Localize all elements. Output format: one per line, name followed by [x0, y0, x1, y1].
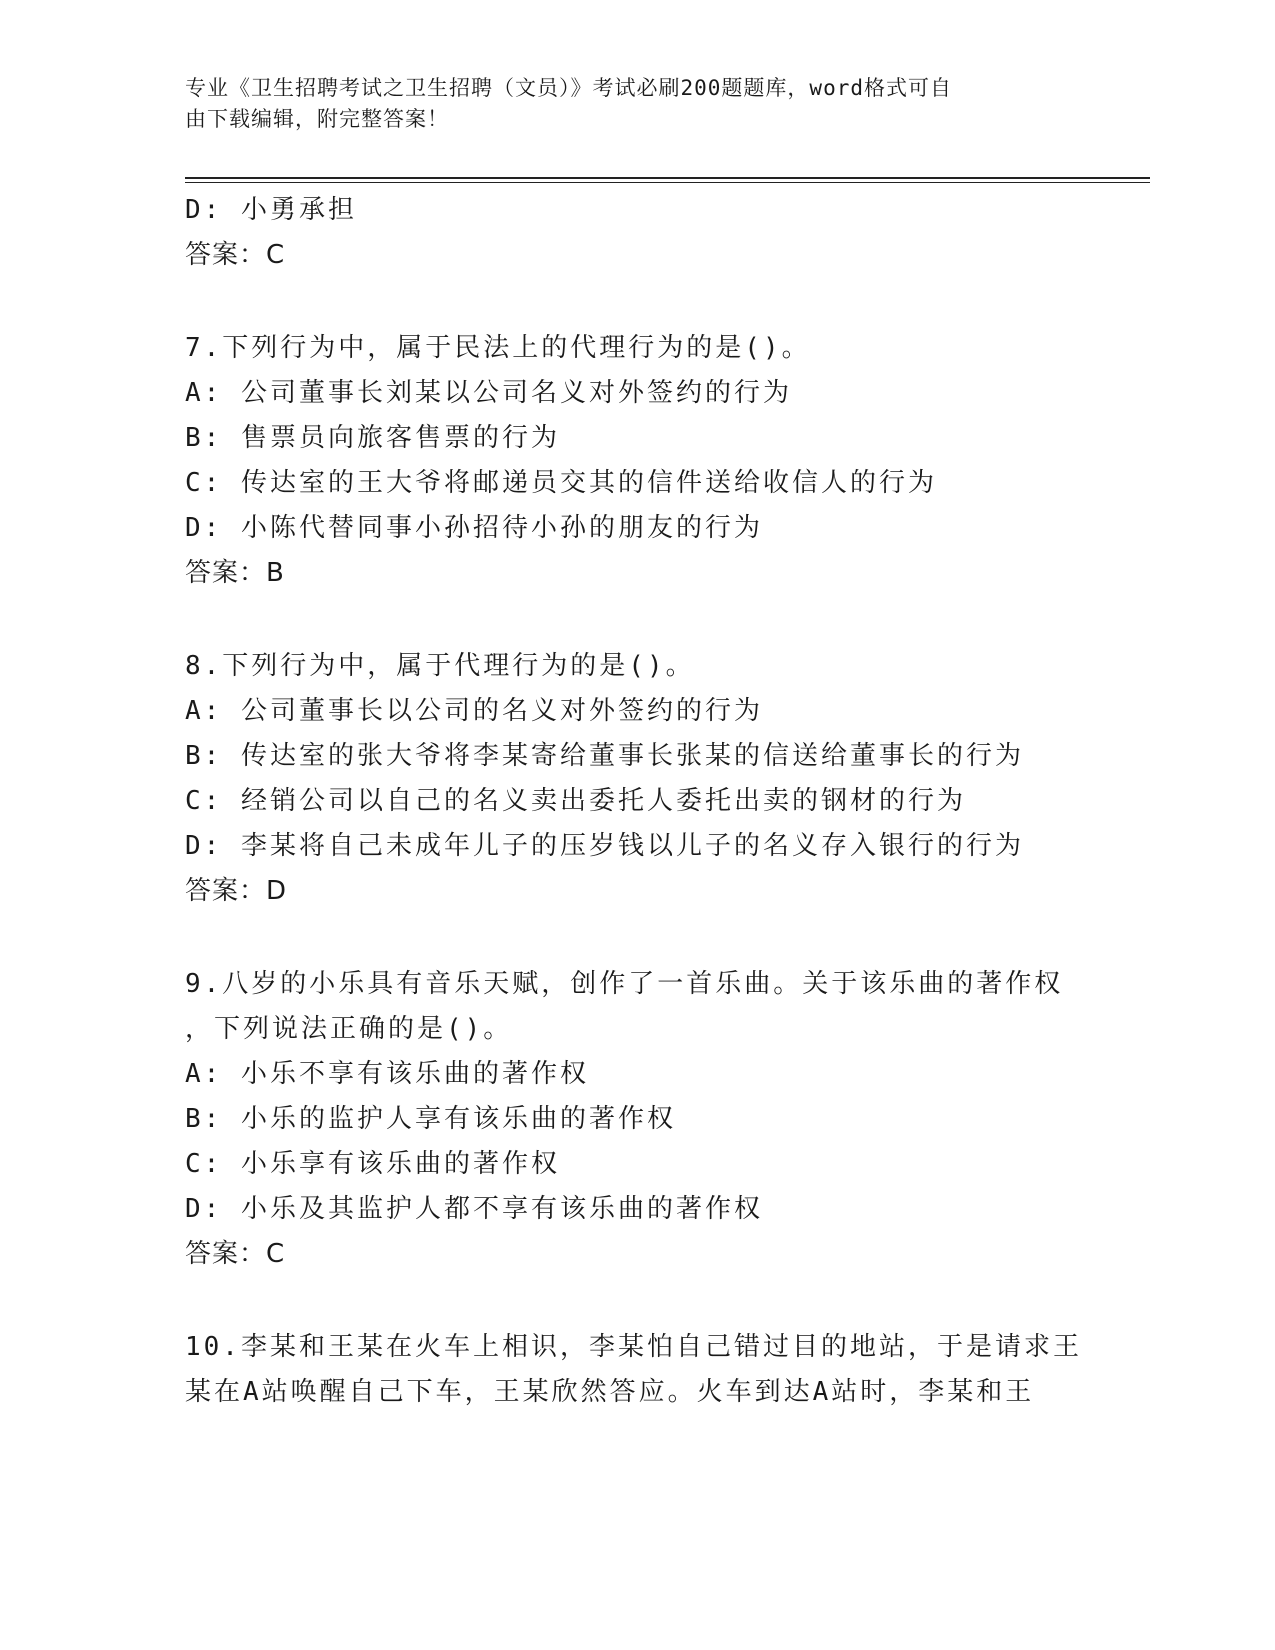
question-9 [185, 962, 1085, 1277]
option-c: C: 经销公司以自己的名义卖出委托人委托出卖的钢材的行为 [185, 786, 966, 816]
document-header [185, 73, 1065, 135]
question-10 [185, 1325, 1085, 1415]
option-d: D: 小陈代替同事小孙招待小孙的朋友的行为 [185, 513, 763, 543]
question-stem-line-2: ，下列说法正确的是()。 [185, 1014, 513, 1044]
option-c: C: 传达室的王大爷将邮递员交其的信件送给收信人的行为 [185, 468, 937, 498]
question-stem-line-2: 某在A站唤醒自己下车，王某欣然答应。火车到达A站时，李某和王 [185, 1377, 1035, 1407]
option-c: C: 小乐享有该乐曲的著作权 [185, 1149, 560, 1179]
question-7 [185, 326, 1085, 596]
question-stem [185, 962, 1085, 1052]
option-d: D: 李某将自己未成年儿子的压岁钱以儿子的名义存入银行的行为 [185, 831, 1024, 861]
answer: 答案：C [185, 240, 286, 270]
answer: 答案：B [185, 558, 285, 588]
option-a: A: 小乐不享有该乐曲的著作权 [185, 1059, 589, 1089]
question-stem: 8.下列行为中，属于代理行为的是()。 [185, 651, 695, 681]
header-line-1: 专业《卫生招聘考试之卫生招聘（文员）》考试必刷200题题库，word格式可自 [185, 76, 952, 100]
question-stem [185, 1325, 1085, 1415]
option-b: B: 传达室的张大爷将李某寄给董事长张某的信送给董事长的行为 [185, 741, 1024, 771]
question-stem-line-1: 10.李某和王某在火车上相识，李某怕自己错过目的地站，于是请求王 [185, 1332, 1082, 1362]
question-stem: 7.下列行为中，属于民法上的代理行为的是()。 [185, 333, 811, 363]
header-line-2: 由下载编辑，附完整答案！ [185, 107, 449, 131]
option-b: B: 小乐的监护人享有该乐曲的著作权 [185, 1104, 676, 1134]
option-d: D: 小乐及其监护人都不享有该乐曲的著作权 [185, 1194, 763, 1224]
question-8 [185, 644, 1085, 914]
option-a: A: 公司董事长刘某以公司名义对外签约的行为 [185, 378, 792, 408]
header-divider [185, 177, 1150, 183]
question-stem-line-1: 9.八岁的小乐具有音乐天赋，创作了一首乐曲。关于该乐曲的著作权 [185, 969, 1064, 999]
option-b: B: 售票员向旅客售票的行为 [185, 423, 560, 453]
answer: 答案：C [185, 1239, 286, 1269]
question-previous [185, 188, 1085, 278]
question-list [185, 188, 1085, 1415]
option-d: D: 小勇承担 [185, 195, 357, 225]
answer: 答案：D [185, 876, 288, 906]
option-a: A: 公司董事长以公司的名义对外签约的行为 [185, 696, 763, 726]
